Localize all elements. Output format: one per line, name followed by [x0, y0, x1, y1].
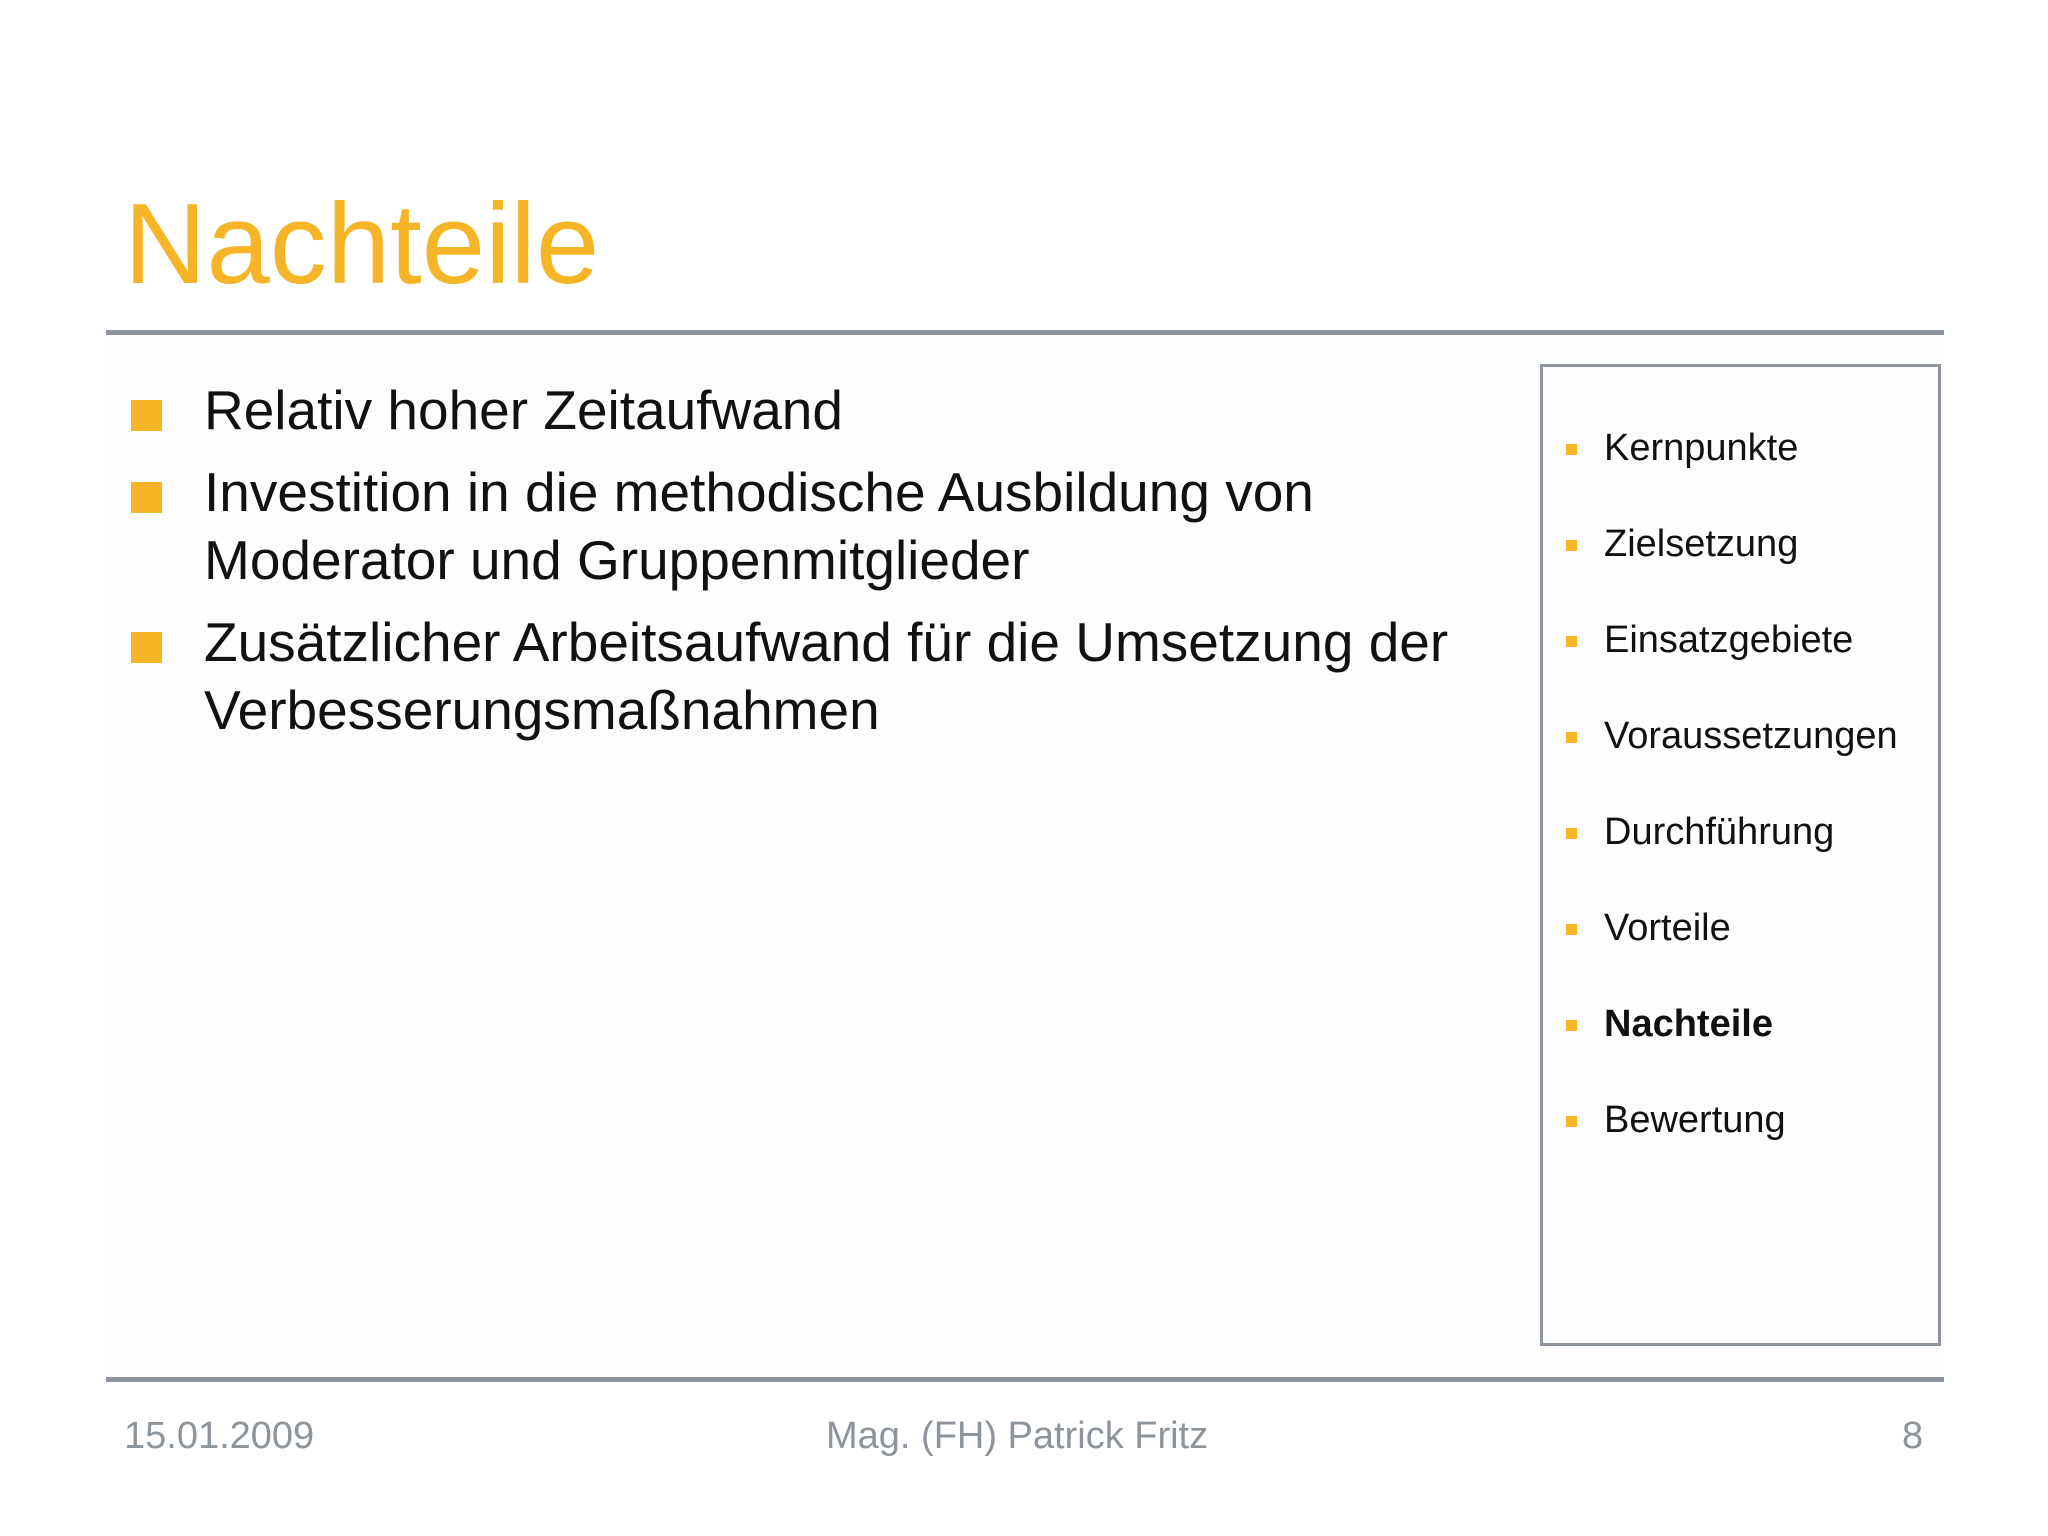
nav-item-label: Voraussetzungen: [1604, 715, 1898, 757]
nav-item-nachteile[interactable]: [1564, 996, 1898, 1092]
small-square-bullet-icon: [1566, 828, 1577, 839]
nav-item-vorteile[interactable]: [1564, 900, 1898, 996]
slide-title: Nachteile: [124, 181, 600, 308]
square-bullet-icon: [131, 400, 162, 431]
small-square-bullet-icon: [1566, 1020, 1577, 1031]
nav-item-einsatzgebiete[interactable]: [1564, 612, 1898, 708]
nav-item-label: Einsatzgebiete: [1604, 619, 1854, 661]
nav-item-label: Durchführung: [1604, 811, 1835, 853]
page-number: 8: [1902, 1415, 1924, 1457]
square-bullet-icon: [131, 632, 162, 663]
small-square-bullet-icon: [1566, 924, 1577, 935]
nav-item-label: Kernpunkte: [1604, 427, 1799, 469]
nav-item-kernpunkte[interactable]: [1564, 420, 1898, 516]
bullet-item: [128, 458, 1518, 594]
bottom-divider: [106, 1377, 1944, 1382]
bullet-list: [128, 376, 1518, 758]
nav-item-voraussetzungen[interactable]: [1564, 708, 1898, 804]
bullet-text: Investition in die methodische Ausbildung von Moderator und Gruppenmitglieder: [204, 461, 1314, 591]
small-square-bullet-icon: [1566, 1116, 1577, 1127]
nav-item-label: Zielsetzung: [1604, 523, 1799, 565]
footer-author: Mag. (FH) Patrick Fritz: [826, 1415, 1209, 1457]
bullet-text: Relativ hoher Zeitaufwand: [204, 379, 843, 441]
navigation-list: [1564, 420, 1898, 1188]
nav-item-bewertung[interactable]: [1564, 1092, 1898, 1188]
nav-item-label: Bewertung: [1604, 1099, 1786, 1141]
small-square-bullet-icon: [1566, 732, 1577, 743]
small-square-bullet-icon: [1566, 444, 1577, 455]
small-square-bullet-icon: [1566, 636, 1577, 647]
bullet-item: [128, 608, 1518, 744]
top-divider: [106, 330, 1944, 335]
nav-item-durchfuehrung[interactable]: [1564, 804, 1898, 900]
square-bullet-icon: [131, 482, 162, 513]
nav-item-label: Nachteile: [1604, 1003, 1773, 1045]
small-square-bullet-icon: [1566, 540, 1577, 551]
nav-item-label: Vorteile: [1604, 907, 1731, 949]
bullet-text: Zusätzlicher Arbeitsaufwand für die Umsetzung der Verbesserungsmaßnahmen: [204, 611, 1449, 741]
footer-date: 15.01.2009: [124, 1415, 315, 1457]
nav-item-zielsetzung[interactable]: [1564, 516, 1898, 612]
bullet-item: [128, 376, 1518, 444]
